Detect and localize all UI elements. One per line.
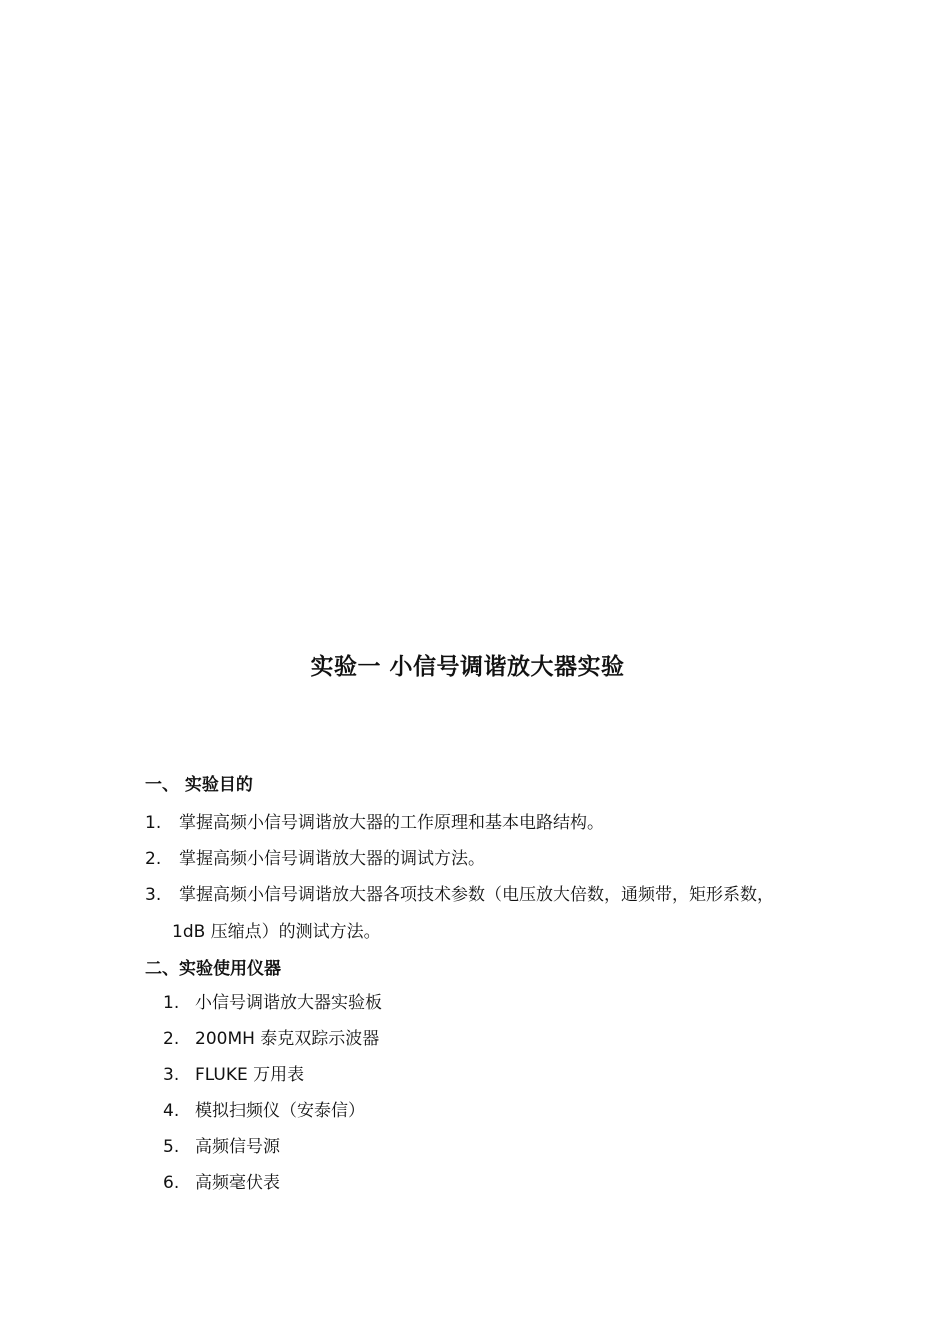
purpose-item-1-number: 1. (145, 813, 162, 833)
purpose-item-3-continuation: 1dB 压缩点）的测试方法。 (172, 922, 381, 942)
instrument-item-1 (163, 992, 382, 1014)
document-title: 实验一 小信号调谐放大器实验 (310, 654, 625, 680)
instrument-item-6-number: 6. (163, 1173, 180, 1193)
instrument-item-1-text: 小信号调谐放大器实验板 (195, 993, 382, 1013)
instrument-item-6 (163, 1172, 280, 1194)
purpose-item-2-text: 掌握高频小信号调谐放大器的调试方法。 (179, 849, 485, 869)
section-heading-purpose: 一、 实验目的 (145, 775, 253, 795)
purpose-item-3 (145, 884, 774, 906)
instrument-item-4-number: 4. (163, 1101, 180, 1121)
instrument-item-3-number: 3. (163, 1065, 180, 1085)
instrument-item-2-number: 2. (163, 1029, 180, 1049)
instrument-item-4 (163, 1100, 365, 1122)
purpose-item-1 (145, 812, 604, 834)
instrument-item-6-text: 高频毫伏表 (195, 1173, 280, 1193)
instrument-item-5-text: 高频信号源 (195, 1137, 280, 1157)
purpose-item-3-text: 掌握高频小信号调谐放大器各项技术参数（电压放大倍数，通频带，矩形系数， (179, 885, 774, 905)
instrument-item-1-number: 1. (163, 993, 180, 1013)
instrument-item-2-text: 200MH 泰克双踪示波器 (195, 1029, 380, 1049)
instrument-item-4-text: 模拟扫频仪（安泰信） (195, 1101, 365, 1121)
instrument-item-5-number: 5. (163, 1137, 180, 1157)
purpose-item-2-number: 2. (145, 849, 162, 869)
instrument-item-3 (163, 1064, 304, 1086)
purpose-item-3-number: 3. (145, 885, 162, 905)
purpose-item-2 (145, 848, 485, 870)
purpose-item-1-text: 掌握高频小信号调谐放大器的工作原理和基本电路结构。 (179, 813, 604, 833)
instrument-item-3-text: FLUKE 万用表 (195, 1065, 305, 1085)
section-heading-instruments: 二、实验使用仪器 (145, 959, 281, 979)
instrument-item-5 (163, 1136, 280, 1158)
instrument-item-2 (163, 1028, 379, 1050)
